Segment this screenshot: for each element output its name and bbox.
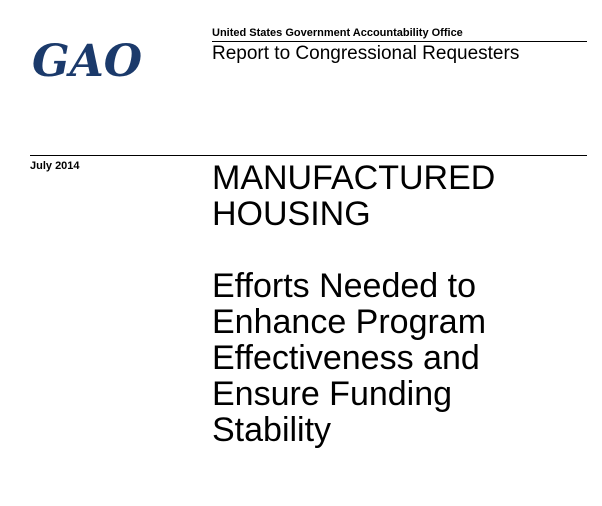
- report-date: July 2014: [30, 160, 80, 172]
- gao-logo: [30, 36, 142, 82]
- report-subtitle-line: Enhance Program: [212, 303, 487, 341]
- report-type: Report to Congressional Requesters: [212, 43, 520, 64]
- header-rule: [212, 41, 587, 42]
- title-rule: [30, 155, 587, 156]
- agency-name: United States Government Accountability Office: [212, 27, 463, 39]
- report-subtitle-line: Stability: [212, 411, 332, 449]
- report-subtitle-line: Ensure Funding: [212, 375, 453, 413]
- report-title: [212, 160, 592, 232]
- report-title-line: HOUSING: [212, 195, 371, 233]
- report-subtitle: [212, 268, 592, 448]
- report-subtitle-line: Effectiveness and: [212, 339, 480, 377]
- report-title-line: MANUFACTURED: [212, 159, 496, 197]
- report-subtitle-line: Efforts Needed to: [212, 267, 476, 305]
- gao-logo-text: GAO: [32, 36, 142, 82]
